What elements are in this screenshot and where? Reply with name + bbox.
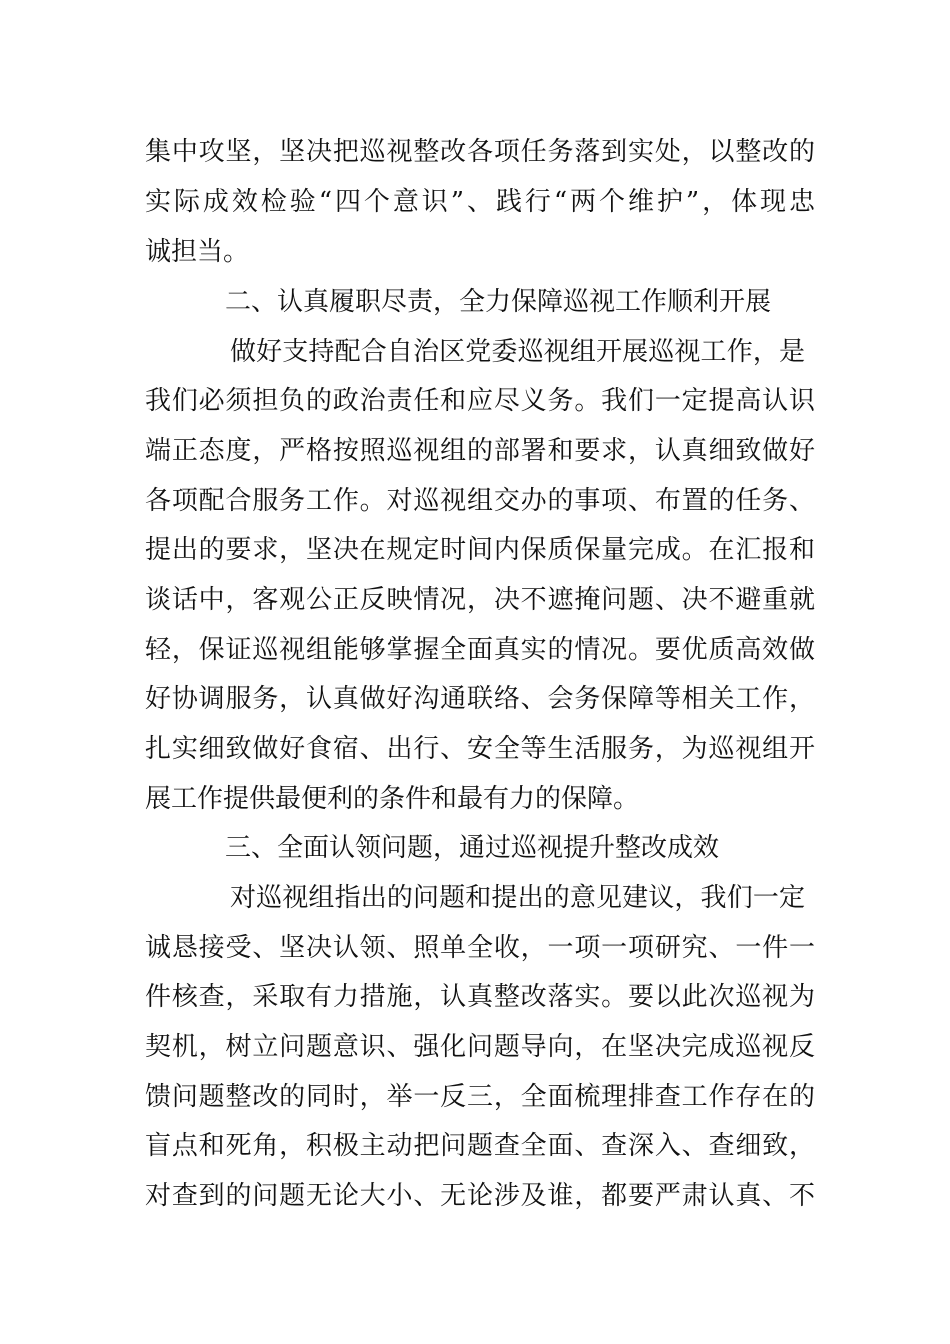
paragraph-line: 件核查，采取有力措施，认真整改落实。要以此次巡视为 xyxy=(145,982,815,1012)
section-heading-3: 三、全面认领问题，通过巡视提升整改成效 xyxy=(225,833,720,863)
paragraph-line: 各项配合服务工作。对巡视组交办的事项、布置的任务、 xyxy=(145,486,815,516)
paragraph-line: 契机，树立问题意识、强化问题导向，在坚决完成巡视反 xyxy=(145,1032,815,1062)
paragraph-line: 实际成效检验“四个意识”、践行“两个维护”，体现忠 xyxy=(145,187,815,217)
paragraph-line: 诚担当。 xyxy=(145,237,250,267)
paragraph-line: 轻，保证巡视组能够掌握全面真实的情况。要优质高效做 xyxy=(145,635,815,665)
paragraph-line: 我们必须担负的政治责任和应尽义务。我们一定提高认识 xyxy=(145,386,815,416)
paragraph-line: 好协调服务，认真做好沟通联络、会务保障等相关工作， xyxy=(145,684,815,714)
paragraph-line: 对查到的问题无论大小、无论涉及谁，都要严肃认真、不 xyxy=(145,1181,815,1211)
paragraph-line: 谈话中，客观公正反映情况，决不遮掩问题、决不避重就 xyxy=(145,585,815,615)
paragraph-line: 展工作提供最便利的条件和最有力的保障。 xyxy=(145,784,640,814)
paragraph-line: 诚恳接受、坚决认领、照单全收，一项一项研究、一件一 xyxy=(145,933,815,963)
paragraph-line: 盲点和死角，积极主动把问题查全面、查深入、查细致， xyxy=(145,1131,815,1161)
paragraph-line: 端正态度，严格按照巡视组的部署和要求，认真细致做好 xyxy=(145,436,815,466)
section-heading-2: 二、认真履职尽责，全力保障巡视工作顺利开展 xyxy=(225,287,772,317)
paragraph-line: 对巡视组指出的问题和提出的意见建议，我们一定 xyxy=(230,883,805,913)
paragraph-line: 提出的要求，坚决在规定时间内保质保量完成。在汇报和 xyxy=(145,535,815,565)
paragraph-line: 集中攻坚，坚决把巡视整改各项任务落到实处，以整改的 xyxy=(145,137,815,167)
paragraph-line: 扎实细致做好食宿、出行、安全等生活服务，为巡视组开 xyxy=(145,734,815,764)
paragraph-line: 做好支持配合自治区党委巡视组开展巡视工作，是 xyxy=(230,337,805,367)
paragraph-line: 馈问题整改的同时，举一反三，全面梳理排查工作存在的 xyxy=(145,1082,815,1112)
